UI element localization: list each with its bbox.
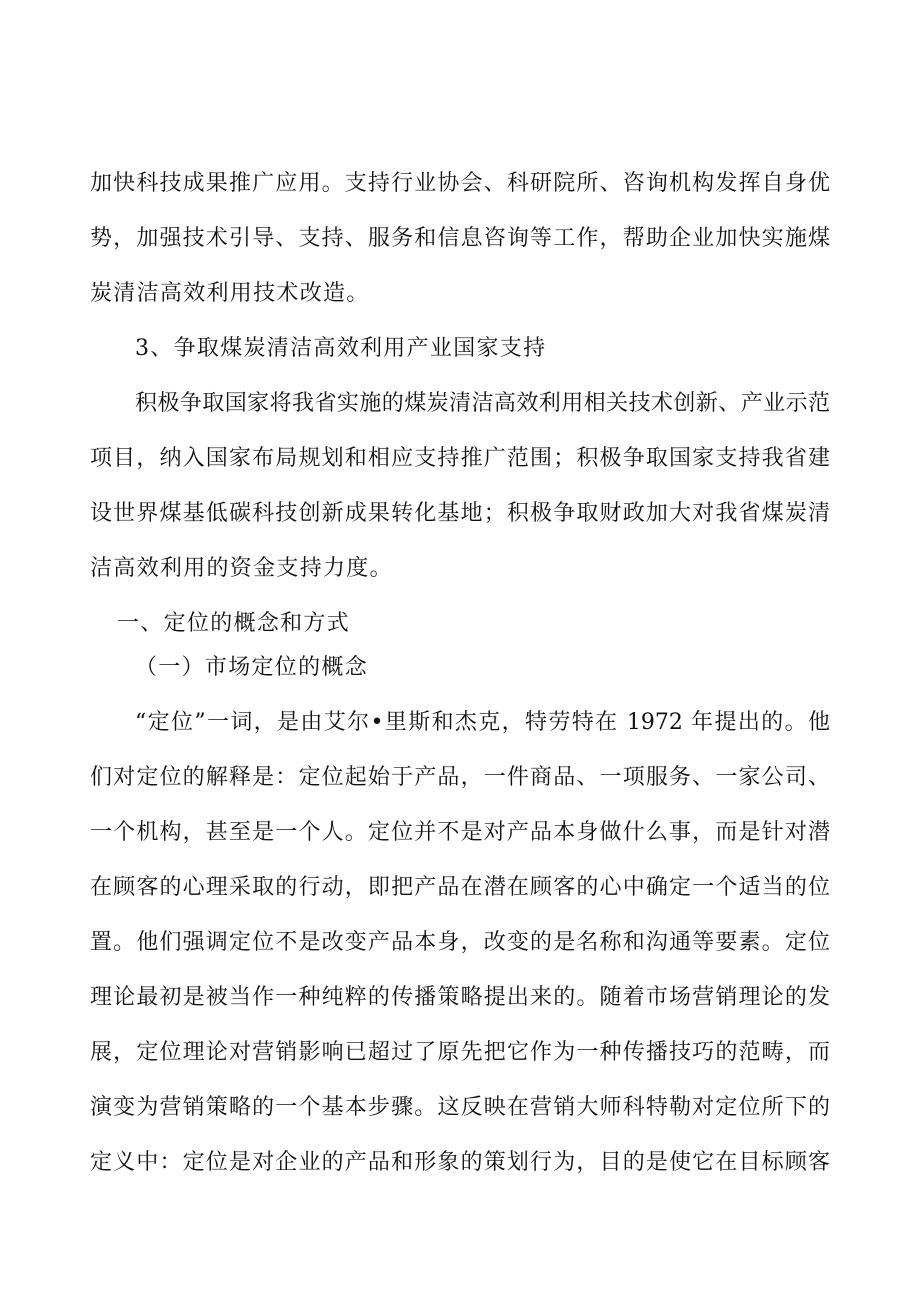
- paragraph-line: “定位”一词，是由艾尔•里斯和杰克，特劳特在 1972 年提出的。他: [135, 710, 830, 735]
- paragraph-line: 加快科技成果推广应用。支持行业协会、科研院所、咨询机构发挥自身优: [90, 171, 830, 196]
- subsection-heading: （一）市场定位的概念: [135, 655, 369, 680]
- paragraph-line: 在顾客的心理采取的行动，即把产品在潜在顾客的心中确定一个适当的位: [90, 875, 830, 900]
- paragraph-line: 项目，纳入国家布局规划和相应支持推广范围；积极争取国家支持我省建: [90, 446, 830, 471]
- paragraph-line: 定义中：定位是对企业的产品和形象的策划行为，目的是使它在目标顾客: [90, 1150, 830, 1175]
- paragraph-line: 一个机构，甚至是一个人。定位并不是对产品本身做什么事，而是针对潜: [90, 820, 830, 845]
- paragraph-line: 洁高效利用的资金支持力度。: [90, 556, 393, 581]
- paragraph-line: 理论最初是被当作一种纯粹的传播策略提出来的。随着市场营销理论的发: [90, 985, 830, 1010]
- paragraph-line: 展，定位理论对营销影响已超过了原先把它作为一种传播技巧的范畴，而: [90, 1040, 830, 1065]
- paragraph-line: 势，加强技术引导、支持、服务和信息咨询等工作，帮助企业加快实施煤: [90, 226, 830, 251]
- chapter-heading: 一、定位的概念和方式: [117, 611, 351, 636]
- paragraph-line: 积极争取国家将我省实施的煤炭清洁高效利用相关技术创新、产业示范: [135, 391, 830, 416]
- section-heading: 3、争取煤炭清洁高效利用产业国家支持: [135, 336, 547, 361]
- paragraph-line: 演变为营销策略的一个基本步骤。这反映在营销大师科特勒对定位所下的: [90, 1095, 830, 1120]
- paragraph-line: 置。他们强调定位不是改变产品本身，改变的是名称和沟通等要素。定位: [90, 930, 830, 955]
- paragraph-line: 们对定位的解释是：定位起始于产品，一件商品、一项服务、一家公司、: [90, 765, 830, 790]
- paragraph-line: 设世界煤基低碳科技创新成果转化基地；积极争取财政加大对我省煤炭清: [90, 501, 830, 526]
- paragraph-line: 炭清洁高效利用技术改造。: [90, 281, 370, 306]
